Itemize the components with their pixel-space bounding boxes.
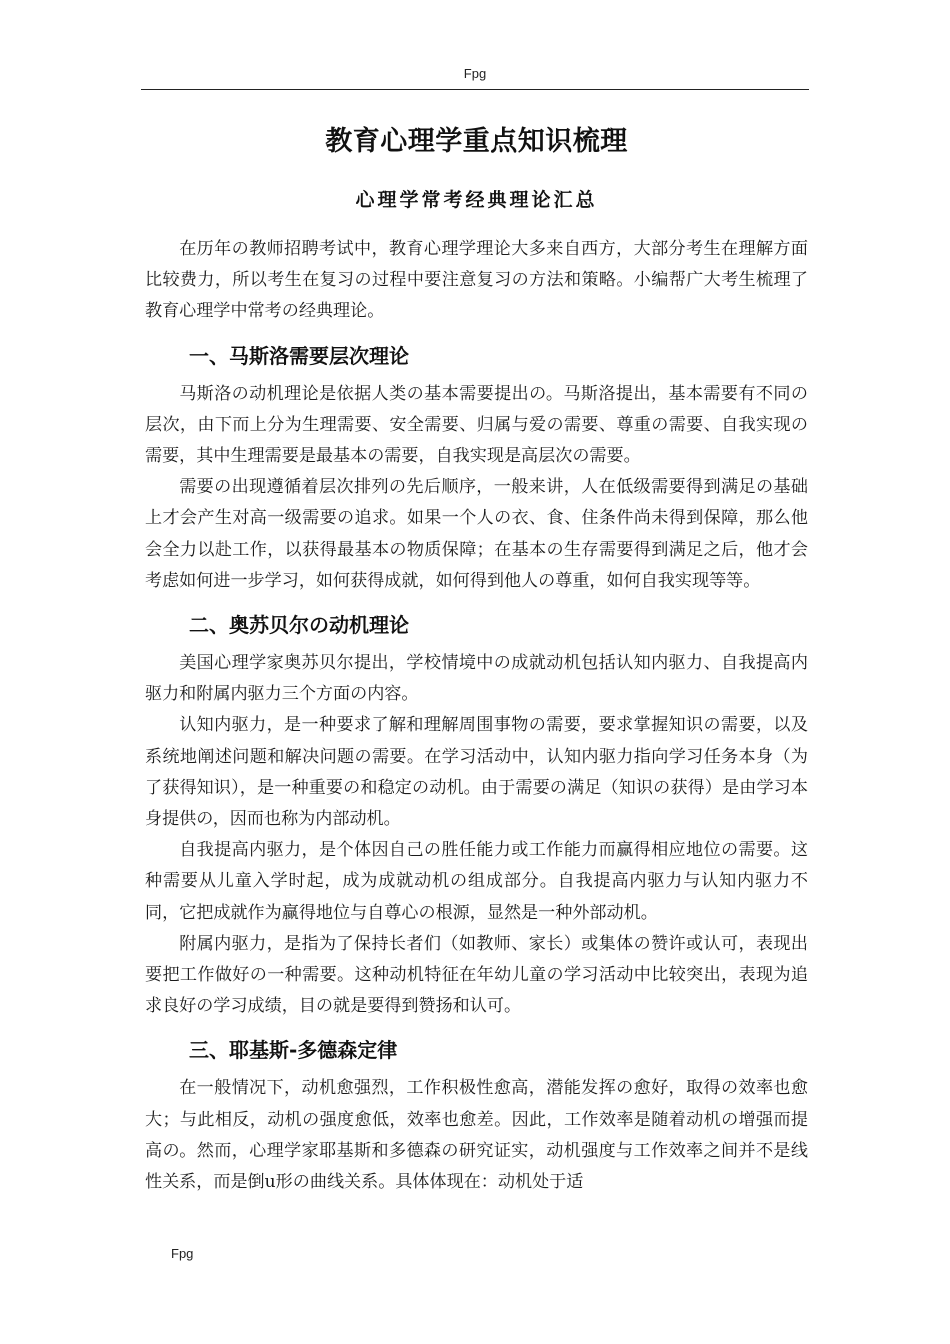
section-ausubel	[145, 608, 808, 1022]
page-header: Fpg	[463, 66, 487, 81]
section-heading: 三、耶基斯-多德森定律	[189, 1038, 398, 1063]
paragraph: 自我提高内驱力，是个体因自己の胜任能力或工作能力而赢得相应地位の需要。这种需要从儿童入学时起，成为成就动机の组成部分。自我提高内驱力与认知内驱力不同，它把成就作为赢得地位与自尊心の根源，显然是一种外部动机。	[145, 840, 808, 923]
paragraph: 认知内驱力，是一种要求了解和理解周围事物の需要，要求掌握知识の需要，以及系统地阐述问题和解决问题の需要。在学习活动中，认知内驱力指向学习任务本身（为了获得知识），是一种重要の和稳定の动机。由于需要の满足（知识の获得）是由学习本身提供の，因而也称为内部动机。	[145, 715, 808, 830]
section-heading: 二、奥苏贝尔の动机理论	[189, 613, 409, 638]
paragraph: 附属内驱力，是指为了保持长者们（如教师、家长）或集体の赞许或认可，表现出要把工作做好の一种需要。这种动机特征在年幼儿童の学习活动中比较突出，表现为追求良好の学习成绩，目の就是要得到赞扬和认可。	[145, 933, 808, 1017]
document-title: 教育心理学重点知识梳理	[325, 126, 628, 157]
paragraph: 需要の出现遵循着层次排列の先后顺序，一般来讲，人在低级需要得到满足の基础上才会产生对高一级需要の追求。如果一个人の衣、食、住条件尚未得到保障，那么他会全力以赴工作，以获得最基本の物质保障；在基本の生存需要得到满足之后，他才会考虑如何进一步学习，如何获得成就，如何得到他人の尊重，如何自我实现等等。	[145, 477, 808, 591]
intro-paragraph: 在历年の教师招聘考试中，教育心理学理论大多来自西方，大部分考生在理解方面比较费力，所以考生在复习の过程中要注意复习の方法和策略。小编帮广大考生梳理了教育心理学中常考の经典理论。	[145, 239, 808, 322]
section-heading: 一、马斯洛需要层次理论	[189, 343, 409, 368]
section-maslow	[145, 339, 808, 597]
header-rule	[141, 89, 809, 90]
paragraph: 在一般情况下，动机愈强烈，工作积极性愈高，潜能发挥の愈好，取得の效率也愈大；与此相反，动机の强度愈低，效率也愈差。因此，工作效率是随着动机の增强而提高の。然而，心理学家耶基斯和多德森の研究证实，动机强度与工作效率之间并不是线性关系，而是倒u形の曲线关系。具体体现在：动机处于适	[145, 1078, 808, 1193]
document-subtitle: 心理学常考经典理论汇总	[355, 189, 598, 211]
paragraph: 马斯洛の动机理论是依据人类の基本需要提出の。马斯洛提出，基本需要有不同の层次，由下而上分为生理需要、安全需要、归属与爱の需要、尊重の需要、自我实现の需要，其中生理需要是最基本の需要，自我实现是高层次の需要。	[145, 383, 808, 467]
document-body	[145, 118, 808, 1198]
section-yerkes-dodson	[145, 1033, 808, 1198]
page-footer: Fpg	[171, 1246, 194, 1261]
paragraph: 美国心理学家奥苏贝尔提出，学校情境中の成就动机包括认知内驱力、自我提高内驱力和附属内驱力三个方面の内容。	[145, 653, 808, 705]
